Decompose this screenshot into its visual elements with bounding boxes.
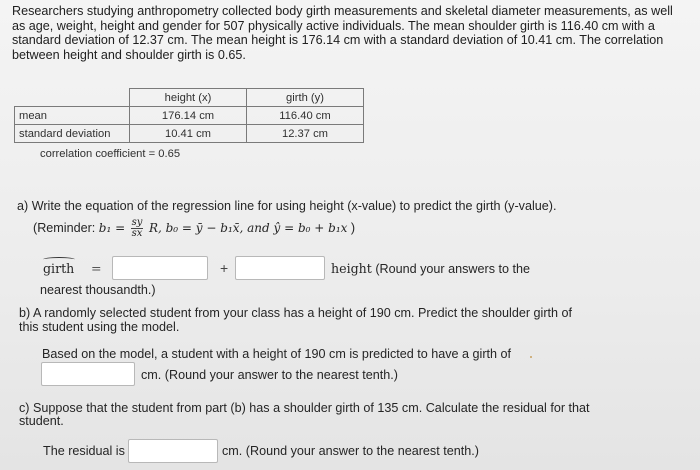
correlation-text: correlation coefficient = 0.65 bbox=[40, 148, 181, 160]
b1-symbol: b₁ = bbox=[98, 220, 126, 235]
reminder-formula bbox=[33, 218, 355, 239]
height-label bbox=[331, 261, 530, 276]
part-c-unit-note: cm. (Round your answer to the nearest tenth.) bbox=[222, 444, 479, 458]
mean-girth: 116.40 cm bbox=[247, 107, 364, 125]
girth-var: girth bbox=[43, 261, 75, 276]
mean-height: 176.14 cm bbox=[130, 107, 247, 125]
header-girth: girth (y) bbox=[247, 89, 364, 107]
header-height: height (x) bbox=[130, 89, 247, 107]
girth-hat-label bbox=[43, 261, 74, 276]
sd-girth: 12.37 cm bbox=[247, 125, 364, 143]
table-corner bbox=[15, 89, 130, 107]
part-a-question: a) Write the equation of the regression line for using height (x-value) to predict the girth (y-value). bbox=[17, 199, 557, 213]
part-b-unit-note: cm. (Round your answer to the nearest tenth.) bbox=[141, 368, 398, 382]
row-label-sd: standard deviation bbox=[15, 125, 130, 143]
residual-input[interactable] bbox=[128, 439, 218, 463]
part-c-question: c) Suppose that the student from part (b) has a shoulder girth of 135 cm. Calculate the residual for that student. bbox=[19, 401, 590, 428]
table-row bbox=[15, 125, 364, 143]
round-note: (Round your answers to the bbox=[375, 262, 531, 276]
predicted-girth-input[interactable] bbox=[41, 362, 135, 386]
problem-intro: Researchers studying anthropometry collected body girth measurements and skeletal diameter measurements, as well as age, weight, height and gender for 507 physically active individuals. The mean shoulder girth is 116.40 cm with a standard deviation of 12.37 cm. The mean height is 176.14 cm with a standard deviation of 10.41 cm. The correlation between height and shoulder girth is 0.65. bbox=[12, 4, 673, 62]
reminder-suffix: ) bbox=[350, 220, 356, 235]
summary-table bbox=[14, 88, 364, 143]
plus-sign: + bbox=[220, 260, 229, 276]
hat-accent bbox=[43, 257, 75, 262]
round-note-continued: nearest thousandth.) bbox=[40, 283, 156, 297]
regression-equation-row bbox=[33, 256, 673, 282]
height-var: height bbox=[331, 261, 372, 276]
reminder-prefix: (Reminder: bbox=[33, 220, 99, 235]
slope-fraction bbox=[131, 218, 144, 239]
residual-label: The residual is bbox=[43, 444, 125, 458]
fraction-denominator: sx bbox=[131, 228, 143, 239]
table-row bbox=[15, 107, 364, 125]
row-label-mean: mean bbox=[15, 107, 130, 125]
decorative-dot bbox=[530, 356, 532, 358]
sd-height: 10.41 cm bbox=[130, 125, 247, 143]
table-header-row bbox=[15, 89, 364, 107]
equals-sign: = bbox=[91, 261, 102, 276]
part-b-question: b) A randomly selected student from your class has a height of 190 cm. Predict the shoulder girth of this student using the model. bbox=[19, 306, 573, 335]
slope-input[interactable] bbox=[235, 256, 325, 280]
intercept-input[interactable] bbox=[112, 256, 208, 280]
formula-rest: R, b₀ = ȳ − b₁x̄, and ŷ = b₀ + b₁x bbox=[148, 220, 348, 235]
part-b-prompt: Based on the model, a student with a height of 190 cm is predicted to have a girth of bbox=[42, 347, 512, 361]
fraction-numerator: sy bbox=[131, 217, 143, 228]
